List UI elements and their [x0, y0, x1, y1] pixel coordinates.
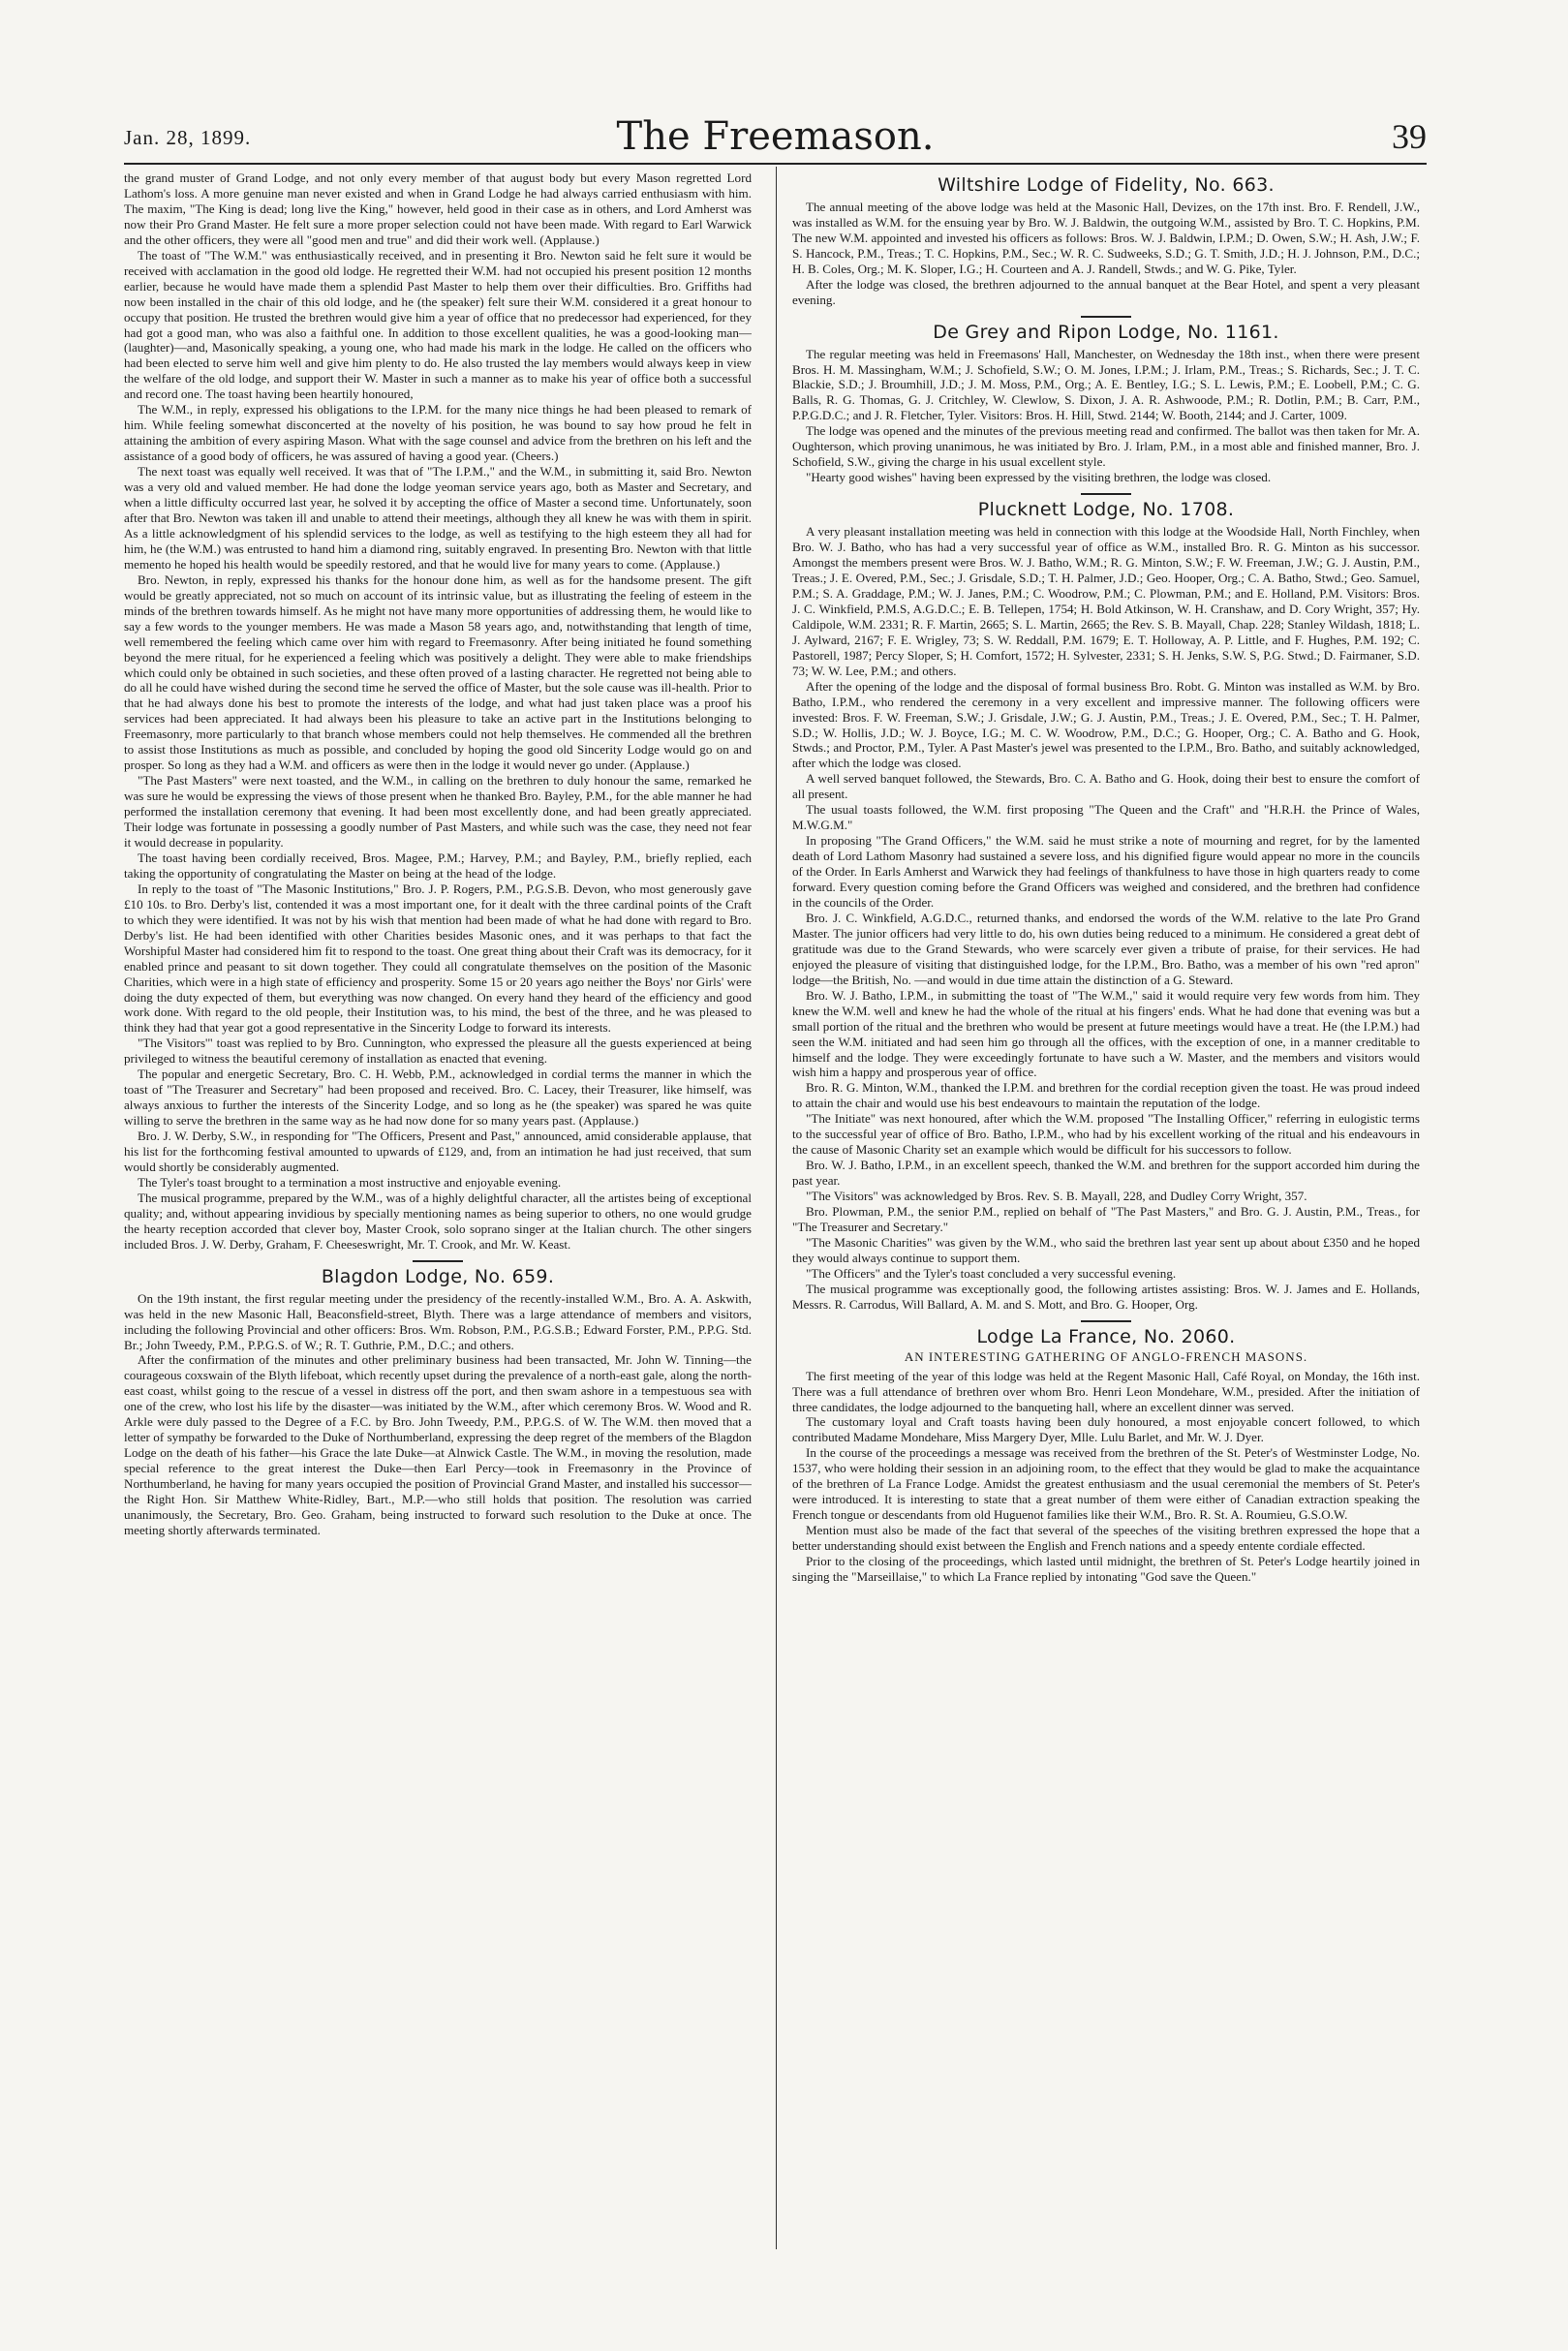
article-paragraph: Bro. W. J. Batho, I.P.M., in submitting the toast of "The W.M.," said it would require very few words from him. They knew the W.M. well and knew he had the whole of the ritual at his fingers' ends. What he had done that evening was but a small portion of the ritual and the brethren who would be present at future meetings would have a treat. He (the I.P.M.) had seen the W.M. initiated and had seen him go through all the offices, with the exception of one, in a manner creditable to himself and the lodge. They were exceedingly fortunate to have such a W. Master, and the members and visitors would wish him a happy and prosperous year of office. — [792, 987, 1420, 1080]
article-paragraph: Bro. R. G. Minton, W.M., thanked the I.P.M. and brethren for the cordial reception given the toast. He was proud indeed to attain the chair and would use his best endeavours to maintain the reputation of the lodge. — [792, 1080, 1420, 1111]
masthead — [124, 114, 1427, 159]
article-paragraph: The regular meeting was held in Freemasons' Hall, Manchester, on Wednesday the 18th inst., when there were present Bros. H. M. Massingham, W.M.; J. Schofield, S.W.; O. M. Jones, I.P.M.; J. Irlam, P.M., Treas.; S. Richards, Sec.; J. T. C. Blackie, S.D.; J. Broumhill, J.D.; J. M. Moss, P.M., Org.; A. E. Bentley, I.G.; S. L. Lewis, P.M.; E. Loobell, P.M.; C. G. Balls, R. G. Thomas, G. J. Critchley, W. Clewlow, S. Dixon, J. A. R. Ashwoode, P.M.; R. Dotlin, P.M.; B. Carr, P.M., P.P.G.D.C.; and J. R. Fletcher, Tyler. Visitors: Bros. H. Hill, Stwd. 2144; W. Booth, 2144; and J. Carter, 1009. — [792, 346, 1420, 423]
article-paragraph: The customary loyal and Craft toasts having been duly honoured, a most enjoyable concert followed, to which contributed Madame Mondehare, Miss Margery Dyer, Mlle. Lulu Barlet, and Mr. W. J. Dyer. — [792, 1414, 1420, 1445]
article-paragraph: The musical programme, prepared by the W.M., was of a highly delightful character, all the artistes being of exceptional quality; and, without appearing invidious by specially mentioning names as being superior to others, no one would grudge the hearty reception accorded that clever boy, Master Crook, solo soprano singer at the Italian church. The other singers included Bros. J. W. Derby, Graham, F. Cheeseswright, Mr. T. Crook, and Mr. W. Keast. — [124, 1190, 752, 1252]
article-paragraph: In proposing "The Grand Officers," the W.M. said he must strike a note of mourning and regret, for by the lamented death of Lord Lathom Masonry had sustained a severe loss, and his dignified figure would appear no more in the councils of the Order. In Earls Amherst and Warwick they had feelings of thankfulness to have those in high quarters ready to come forward. Every question coming before the Grand Officers was weighed and considered, and the brethren had confidence in the councils of the Order. — [792, 833, 1420, 910]
sincerity-lodge-continued — [124, 170, 752, 1253]
article-paragraph: The next toast was equally well received. It was that of "The I.P.M.," and the W.M., in submitting it, said Bro. Newton was a very old and valued member. He had done the lodge yeoman service years ago, both as Master and Secretary, and when a little difficulty occurred last year, he solved it by accepting the office of Master a second time. Unfortunately, soon after that Bro. Newton was taken ill and unable to attend their meetings, although they all knew he was with them in spirit. As a little acknowledgment of his splendid services to the lodge, as well as testifying to the high esteem they all had for him, he (the W.M.) was entrusted to hand him a diamond ring, suitably engraved. In presenting Bro. Newton with that little memento he hoped his health would be speedily restored, and that he would live for many years to come. (Applause.) — [124, 464, 752, 572]
article-paragraph: "The Visitors" was acknowledged by Bros. Rev. S. B. Mayall, 228, and Dudley Corry Wright, 357. — [806, 1189, 1307, 1204]
lodge-la-france-section — [792, 1325, 1420, 1585]
article-paragraph: A very pleasant installation meeting was held in connection with this lodge at the Woodside Hall, North Finchley, when Bro. W. J. Batho, who has had a very successful year of office as W.M., installed Bro. R. G. Minton as his successor. Amongst the members present were Bros. W. J. Batho, W.M.; R. G. Minton, S.W.; F. W. Freeman, J.W.; G. J. Austin, P.M., Treas.; J. E. Overed, P.M., Sec.; J. Grisdale, S.D.; T. H. Palmer, J.D.; Geo. Hooper, Org.; C. A. Batho, Stwd.; Geo. Samuel, P.M.; S. A. Graddage, P.M.; W. J. Janes, P.M.; C. Woodrow, P.M.; C. Plowman, P.M.; and E. Holland, P.M. Visitors: Bros. J. C. Winkfield, P.M.S, A.G.D.C.; E. B. Tellepen, 1754; H. Bold Atkinson, W. H. Cranshaw, and D. Cory Wright, 357; Hy. Caldipole, W.M. 2331; R. F. Martin, 2665; S. L. Martin, 2665; the Rev. S. B. Mayall, Chap. 228; Stanley Wildash, 1818; L. J. Aylward, 2167; F. E. Wrigley, 73; S. W. Reddall, P.M. 1679; E. T. Holloway, A. P. Little, and F. Hughes, P.M. 192; C. Pastorell, 1987; Percy Sloper, S; H. Comfort, 1572; H. Sylvester, 2331; S. H. Jenks, S.W. S, P.G. Stwd.; D. Fairmaner, S.D. 73; W. W. Lee, P.M.; and others. — [792, 524, 1420, 678]
column-divider — [776, 167, 777, 2249]
article-paragraph: The lodge was opened and the minutes of the previous meeting read and confirmed. The ballot was then taken for Mr. A. Oughterson, which proving unanimous, he was initiated by Bro. J. Irlam, P.M., in a most able and finished manner, Bro. J. Schofield, S.W., giving the charge in his usual excellent style. — [792, 423, 1420, 470]
section-heading: Blagdon Lodge, No. 659. — [321, 1265, 555, 1287]
article-paragraph: In the course of the proceedings a message was received from the brethren of the St. Peter's of Westminster Lodge, No. 1537, who were holding their session in an adjoining room, to the effect that they would be glad to make the acquaintance of the brethren of La France Lodge. Amidst the greatest enthusiasm and the usual ceremonial the members of St. Peter's were introduced. It is interesting to state that a great number of them were either of Canadian extraction speaking the French tongue or descendants from old Huguenot families like their W.M., Bro. R. St. A. Roumieu, G.S.O.W. — [792, 1445, 1420, 1523]
blagdon-lodge-section — [124, 1265, 752, 1538]
header-rule — [124, 163, 1427, 165]
article-paragraph: Bro. Newton, in reply, expressed his thanks for the honour done him, as well as for the handsome present. The gift would be greatly appreciated, not so much on account of its intrinsic value, but as illustrating the feeling of esteem in the minds of the brethren towards himself. As he might not have many more opportunities of addressing them, he would like to say a few words to the younger members. He was made a Mason 58 years ago, and, notwithstanding that length of time, well remembered the feeling which came over him with regard to Freemasonry. After being initiated he found something beyond the mere ritual, for he experienced a feeling which was positively a delight. They were able to make friendships which could only be obtained in such societies, and these often proved of a lasting character. He regretted not being able to do all he could have wished during the second time he served the office of Master, but the sole cause was ill-health. Prior to that he had always done his best to promote the interests of the lodge, and what had just taken place was a proof his services had been appreciated. It had always been his pleasure to take an active part in the Institutions belonging to Freemasonry, more particularly to that branch whose members could not help themselves. He commended all the brethren to assist those Institutions as much as possible, and concluded by hoping the good old Sincerity Lodge would go on and prosper. So long as they had a W.M. and officers as were then in the lodge it would never go under. (Applause.) — [124, 572, 752, 773]
issue-date: Jan. 28, 1899. — [124, 126, 252, 149]
article-paragraph: "The Visitors'" toast was replied to by Bro. Cunnington, who expressed the pleasure all the guests experienced at being privileged to witness the beautiful ceremony of installation as enacted that evening. — [124, 1036, 752, 1067]
article-paragraph: The toast having been cordially received, Bros. Magee, P.M.; Harvey, P.M.; and Bayley, P.M., briefly replied, each taking the opportunity of congratulating the Master on being at the head of the lodge. — [124, 850, 752, 881]
article-paragraph: After the lodge was closed, the brethren adjourned to the annual banquet at the Bear Hotel, and spent a very pleasant evening. — [792, 276, 1420, 307]
article-paragraph: "The Past Masters" were next toasted, and the W.M., in calling on the brethren to duly honour the same, remarked he was sure he would be expressing the views of those present when he thanked Bro. Bayley, P.M., for the able manner he had performed the installation ceremony that evening. It had been most excellently done, and had been greatly appreciated. Their lodge was fortunate in possessing a goodly number of Past Masters, and while such was the case, they need not fear it would decrease in popularity. — [124, 773, 752, 850]
page-number: 39 — [1392, 117, 1427, 156]
section-separator — [413, 1260, 463, 1262]
article-paragraph: "Hearty good wishes" having been expressed by the visiting brethren, the lodge was closed. — [806, 470, 1272, 485]
section-heading: De Grey and Ripon Lodge, No. 1161. — [933, 321, 1279, 343]
article-paragraph: A well served banquet followed, the Stewards, Bro. C. A. Batho and G. Hook, doing their best to ensure the comfort of all present. — [792, 771, 1420, 802]
article-paragraph: Bro. Plowman, P.M., the senior P.M., replied on behalf of "The Past Masters," and Bro. G. J. Austin, P.M., Treas., for "The Treasurer and Secretary." — [792, 1204, 1420, 1234]
plucknett-lodge-section — [792, 499, 1420, 1313]
article-paragraph: "The Masonic Charities" was given by the W.M., who said the brethren last year sent up about about £350 and he hoped they would always continue to support them. — [792, 1234, 1420, 1265]
article-paragraph: Bro. J. C. Winkfield, A.G.D.C., returned thanks, and endorsed the words of the W.M. relative to the late Pro Grand Master. The junior officers had very little to do, his own duties being reduced to a minimum. He considered a great debt of gratitude was due to the Grand Stewards, who were scarcely ever given a tribute of praise, for their services. He had enjoyed the pleasure of visiting that distinguished lodge, for the I.P.M., Bro. Batho, was a member of his own "red apron" lodge—the British, No. —and would in due time attain the distinction of a G. Steward. — [792, 910, 1420, 987]
wiltshire-lodge-section — [792, 174, 1420, 308]
article-paragraph: The usual toasts followed, the W.M. first proposing "The Queen and the Craft" and "H.R.H. the Prince of Wales, M.W.G.M." — [792, 802, 1420, 833]
article-paragraph: the grand muster of Grand Lodge, and not only every member of that august body but every Mason regretted Lord Lathom's loss. A more genuine man never existed and when in Grand Lodge he had always carried enthusiasm with him. The maxim, "The King is dead; long live the King," however, held good in their case as in others, and Lord Amherst was now their Pro Grand Master. He felt sure a more proper selection could not have been made. With regard to Earl Warwick and the other officers, they were all "good men and true" and did their work well. (Applause.) — [124, 170, 752, 247]
article-paragraph: After the confirmation of the minutes and other preliminary business had been transacted, Mr. John W. Tinning—the courageous coxswain of the Blyth lifeboat, which recently upset during the prevalence of a north-east gale, along the north-east coast, whilst going to the rescue of a vessel in distress off the port, and then swam ashore in a tempestuous sea with one of the crew, who lost his life by the disaster—was initiated by the W.M., after which ceremony Bros. W. Wood and R. Arkle were duly passed to the Degree of a F.C. by Bro. John Tweedy, P.M., P.P.G.S. of W. The W.M. then moved that a letter of sympathy be forwarded to the Duke of Northumberland, expressing the deep regret of the members of the Blagdon Lodge on the death of his father—his Grace the late Duke—at Alnwick Castle. The W.M., in moving the resolution, made special reference to the great interest the Duke—then Earl Percy—took in Freemasonry in the Province of Northumberland, he having for many years occupied the position of Provincial Grand Master, and installed his successor—the Right Hon. Sir Matthew White-Ridley, Bart., M.P.—who still holds that position. The resolution was carried unanimously, the Secretary, Bro. Geo. Graham, being instructed to forward such resolution to the Duke at once. The meeting shortly afterwards terminated. — [124, 1352, 752, 1537]
right-column — [792, 170, 1420, 2243]
degrey-ripon-lodge-section — [792, 321, 1420, 486]
article-paragraph: The popular and energetic Secretary, Bro. C. H. Webb, P.M., acknowledged in cordial terms the manner in which the toast of "The Treasurer and Secretary" had been proposed and received. Bro. C. Lacey, their Treasurer, like himself, was always anxious to further the interests of the Sincerity Lodge, and so long as he (the speaker) was spared he was quite willing to serve the brethren in the same way as he had now done for so many years past. (Applause.) — [124, 1067, 752, 1129]
section-subheading: AN INTERESTING GATHERING OF ANGLO-FRENCH MASONS. — [904, 1348, 1308, 1364]
article-paragraph: After the opening of the lodge and the disposal of formal business Bro. Robt. G. Minton was installed as W.M. by Bro. Batho, I.P.M., who rendered the ceremony in a very excellent and impressive manner. The following officers were invested: Bros. F. W. Freeman, S.W.; J. Grisdale, J.W.; G. J. Austin, P.M., Treas.; J. E. Overed, P.M., Sec.; T. H. Palmer, S.D.; W. Hollis, J.D.; W. J. Boyce, I.G.; M. C. W. Woodrow, P.M., D.C.; G. Hooper, Org.; C. A. Batho and G. Hook, Stwds.; and Proctor, P.M., Tyler. A Past Master's jewel was presented to the I.P.M., Bro. Batho, and suitably acknowledged, after which the lodge was closed. — [792, 678, 1420, 771]
section-heading: Lodge La France, No. 2060. — [976, 1325, 1236, 1347]
article-paragraph: The Tyler's toast brought to a termination a most instructive and enjoyable evening. — [138, 1174, 562, 1190]
article-paragraph: On the 19th instant, the first regular meeting under the presidency of the recently-installed W.M., Bro. A. A. Askwith, was held in the new Masonic Hall, Beaconsfield-street, Blyth. There was a large attendance of members and visitors, including the following Provincial and other officers: Bros. Wm. Robson, P.M., P.G.S.B.; Edward Forster, P.M., P.P.G. Std. Br.; John Tweedy, P.M., P.P.G.S. of W.; R. T. Guthrie, P.M., D.C.; and others. — [124, 1290, 752, 1352]
article-paragraph: "The Officers" and the Tyler's toast concluded a very successful evening. — [806, 1265, 1177, 1281]
left-column — [124, 170, 752, 2243]
article-paragraph: The first meeting of the year of this lodge was held at the Regent Masonic Hall, Café Royal, on Monday, the 16th inst. There was a full attendance of brethren over whom Bro. Henri Leon Mondehare, W.M., presided. After the initiation of three candidates, the lodge adjourned to the banqueting hall, where an excellent dinner was served. — [792, 1368, 1420, 1414]
article-paragraph: Bro. J. W. Derby, S.W., in responding for "The Officers, Present and Past," announced, amid considerable applause, that his list for the forthcoming festival amounted to upwards of £129, and, from an intimation he had just received, that sum would shortly be considerably augmented. — [124, 1129, 752, 1174]
section-separator — [1081, 1320, 1131, 1322]
section-heading: Plucknett Lodge, No. 1708. — [977, 499, 1235, 521]
article-paragraph: The W.M., in reply, expressed his obligations to the I.P.M. for the many nice things he had been pleased to remark of him. While feeling somewhat disconcerted at the novelty of his position, he was bound to say how proud he felt in attaining the ambition of every aspiring Mason. What with the sage counsel and advice from the brethren on his left and the assistance of a good body of officers, he was assured of having a good year. (Cheers.) — [124, 402, 752, 464]
article-paragraph: "The Initiate" was next honoured, after which the W.M. proposed "The Installing Officer," referring in eulogistic terms to the successful year of office of Bro. Batho, I.P.M., who had by his excellent working of the ritual and his endeavours in the cause of Masonic Charity set an example which would be difficult for his successors to follow. — [792, 1111, 1420, 1158]
article-paragraph: Prior to the closing of the proceedings, which lasted until midnight, the brethren of St. Peter's Lodge heartily joined in singing the "Marseillaise," to which La France replied by intonating "God save the Queen." — [792, 1554, 1420, 1585]
newspaper-title: The Freemason. — [616, 114, 935, 159]
article-paragraph: The musical programme was exceptionally good, the following artistes assisting: Bros. W. J. James and E. Hollands, Messrs. R. Carrodus, Will Ballard, A. M. and S. Mott, and Bro. G. Hooper, Org. — [792, 1281, 1420, 1312]
section-heading: Wiltshire Lodge of Fidelity, No. 663. — [938, 174, 1275, 196]
article-paragraph: The annual meeting of the above lodge was held at the Masonic Hall, Devizes, on the 17th inst. Bro. F. Rendell, J.W., was installed as W.M. for the ensuing year by Bro. W. J. Baldwin, the outgoing W.M., assisted by Bro. T. C. Hopkins, P.M. The new W.M. appointed and invested his officers as follows: Bros. W. J. Baldwin, I.P.M.; D. Owen, S.W.; H. Ash, J.W.; F. S. Hancock, P.M., Treas.; T. C. Hopkins, P.M., Sec.; W. R. C. Sudweeks, S.D.; G. T. Smith, J.D.; H. J. Johnson, P.M., D.C.; H. B. Coles, Org.; M. K. Sloper, I.G.; H. Courteen and A. J. Randell, Stwds.; and W. G. Pike, Tyler. — [792, 199, 1420, 276]
article-paragraph: Bro. W. J. Batho, I.P.M., in an excellent speech, thanked the W.M. and brethren for the support accorded him during the past year. — [792, 1158, 1420, 1189]
article-paragraph: In reply to the toast of "The Masonic Institutions," Bro. J. P. Rogers, P.M., P.G.S.B. Devon, who most generously gave £10 10s. to Bro. Derby's list, contended it was a most important one, for it dealt with the three cardinal points of the Craft to which they were identified. It was not by his wish that mention had been made of what he had done with regard to Bro. Derby's list. He had been identified with other Charities besides Masonic ones, and it was perhaps to that fact the Worshipful Master had considered him fit to respond to the toast. One great thing about their Craft was its democracy, for it enabled prince and peasant to sit down together. They could all congratulate themselves on the position of the Masonic Charities, which were in a high state of efficiency and prosperity. Some 15 or 20 years ago neither the Boys' nor Girls' were doing the duty expected of them, but everything was now changed. On every hand they heard of the efficiency and good work done. With regard to the old people, their Institution was, to his mind, the best of the three, and he was pleased to think they had that year got a good representative in the Sincerity Lodge to forward its interests. — [124, 881, 752, 1036]
section-separator — [1081, 493, 1131, 495]
section-separator — [1081, 316, 1131, 318]
article-paragraph: Mention must also be made of the fact that several of the speeches of the visiting brethren expressed the hope that a better understanding should exist between the English and French nations and a speedy entente cordiale effected. — [792, 1523, 1420, 1554]
article-paragraph: The toast of "The W.M." was enthusiastically received, and in presenting it Bro. Newton said he felt sure it would be received with acclamation in the good old lodge. He regretted their W.M. had not occupied his present position 12 months earlier, because he would have made them a splendid Past Master to help them over their difficulties. Bro. Griffiths had now been installed in the chair of this old lodge, and he (the speaker) felt sure their W.M. considered it a great honour to occupy that position. He trusted the brethren would give him a year of office that no predecessor had experienced, for they had got a good man, who was also a faithful one. In addition to those excellent qualities, he was a good-looking man—(laughter)—and, Masonically speaking, a young one, who had made his mark in the lodge. He called on the officers who had been elected to serve him well and give him plenty to do. He also trusted the lay members would always keep in view the welfare of the old lodge, and support their W. Master in such a manner as to make his year of office both a successful and record one. The toast having been heartily honoured, — [124, 247, 752, 402]
